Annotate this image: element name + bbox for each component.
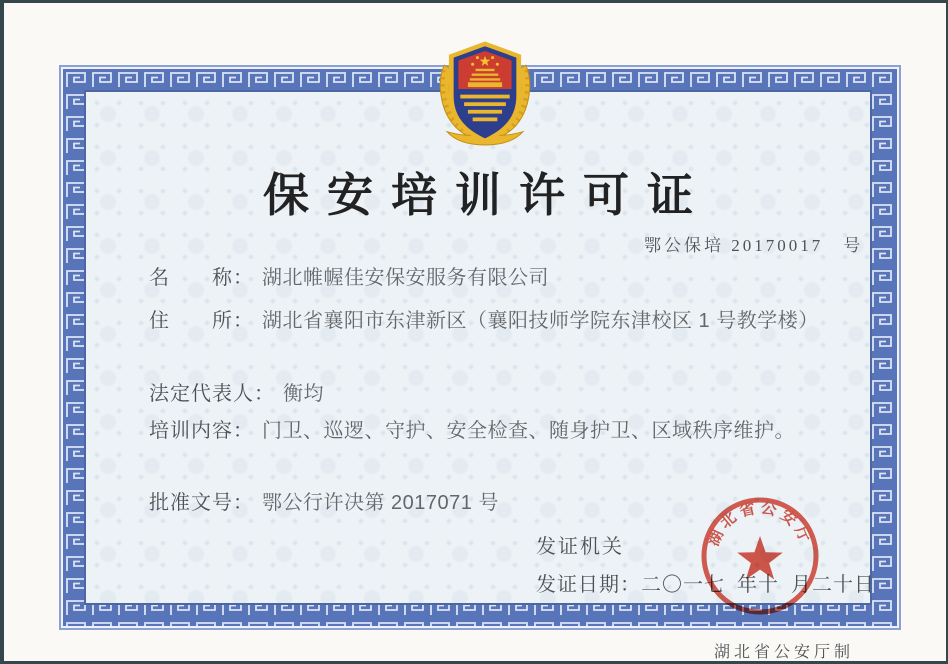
certificate-number: 鄂公保培 20170017 号 xyxy=(644,236,864,255)
police-emblem-icon xyxy=(428,30,542,146)
field-training-content xyxy=(149,414,795,443)
official-seal-text: 湖北省公安厅 xyxy=(705,499,815,549)
field-approval-number-label: 批准文号： xyxy=(149,492,254,514)
field-address xyxy=(149,304,819,333)
field-name-value: 湖北帷幄佳安保安服务有限公司 xyxy=(262,267,549,289)
field-name-label: 名 称： xyxy=(149,267,254,289)
field-address-value: 湖北省襄阳市东津新区（襄阳技师学院东津校区 1 号教学楼） xyxy=(262,310,819,332)
official-seal xyxy=(696,492,824,628)
field-training-content-label: 培训内容： xyxy=(149,420,254,442)
field-address-label: 住 所： xyxy=(149,310,254,332)
certificate-title: 保安培训许可证 xyxy=(263,170,711,221)
field-name xyxy=(149,261,549,290)
issue-date-label: 发证日期： xyxy=(536,574,641,596)
field-legal-representative-label: 法定代表人： xyxy=(149,383,275,405)
field-legal-representative-value: 衡均 xyxy=(283,383,324,405)
field-legal-representative xyxy=(149,377,324,406)
maker-note: 湖北省公安厅制 xyxy=(714,644,855,661)
issuing-authority-label: 发证机关 xyxy=(536,536,624,558)
field-training-content-value: 门卫、巡逻、守护、安全检查、随身护卫、区域秩序维护。 xyxy=(262,420,795,442)
field-approval-number-value: 鄂公行许决第 2017071 号 xyxy=(262,492,499,514)
field-approval-number xyxy=(149,486,499,515)
issue-date-value: 二〇一七 年十 月二十日 xyxy=(641,574,875,596)
